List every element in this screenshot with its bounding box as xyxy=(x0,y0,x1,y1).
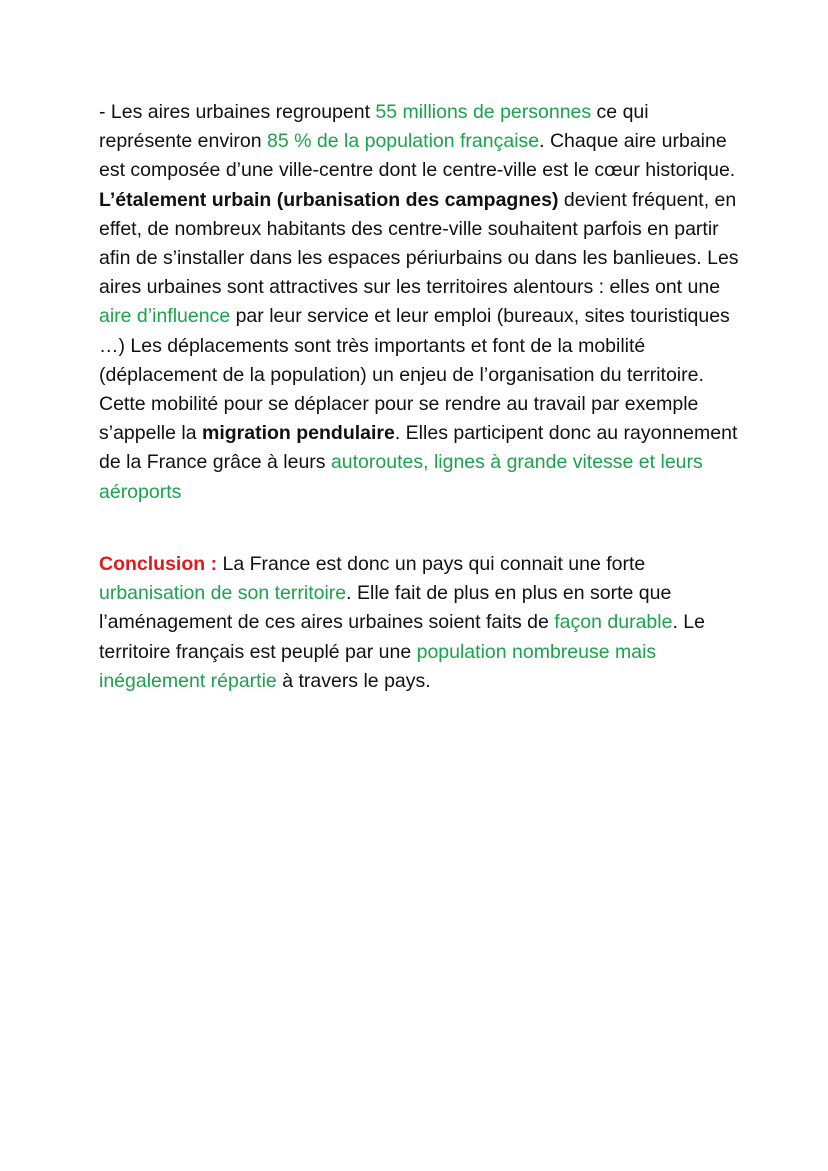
bold-migration-pendulaire: migration pendulaire xyxy=(201,422,395,445)
bold-etalement-urbain: L’étalement urbain (urbanisation des campagnes) xyxy=(99,188,559,211)
conclusion-label: Conclusion : xyxy=(99,553,218,575)
conclusion-paragraph xyxy=(99,550,739,696)
highlight-aire-influence: aire d’influence xyxy=(99,305,231,328)
highlight-85-percent: 85 % de la population française xyxy=(267,130,540,153)
highlight-55-millions: 55 millions de personnes xyxy=(375,101,592,123)
highlight-urbanisation: urbanisation de son territoire xyxy=(99,582,347,605)
text-run: ce qui représente environ xyxy=(99,101,649,153)
text-run: par leur service et leur emploi (bureaux, sites touristiques …) Les déplacements sont très importants et font de la mobilité (déplacement de la population) un enjeu de l’organisation du territoire. Cette mobilité pour se déplacer pour se rendre au travail par exemple s’appelle la xyxy=(99,305,730,445)
text-run: . Elles participent donc au rayonnement de la France grâce à leurs xyxy=(99,422,738,474)
highlight-transport-infrastructure: autoroutes, lignes à grande vitesse et leurs aéroports xyxy=(99,451,703,503)
text-run: devient fréquent, en effet, de nombreux habitants des centre-ville souhaitent parfois en partir afin de s’installer dans les espaces périurbains ou dans les banlieues. Les aires urbaines sont attractives sur les territoires alentours : elles ont une xyxy=(99,188,739,299)
text-run: . Le territoire français est peuplé par une xyxy=(99,611,705,663)
text-run: à travers le pays. xyxy=(276,669,431,692)
text-run: . Chaque aire urbaine est composée d’une ville-centre dont le centre-ville est le cœur historique. xyxy=(99,130,736,182)
highlight-facon-durable: façon durable xyxy=(554,611,673,634)
text-run: . Elle fait de plus en plus en sorte que l’aménagement de ces aires urbaines soient faits de xyxy=(99,582,672,634)
highlight-population: population nombreuse mais inégalement répartie xyxy=(99,640,657,692)
urban-areas-paragraph xyxy=(99,98,739,507)
text-run: - Les aires urbaines regroupent xyxy=(99,101,376,123)
text-run: La France est donc un pays qui connait une forte xyxy=(217,553,646,575)
